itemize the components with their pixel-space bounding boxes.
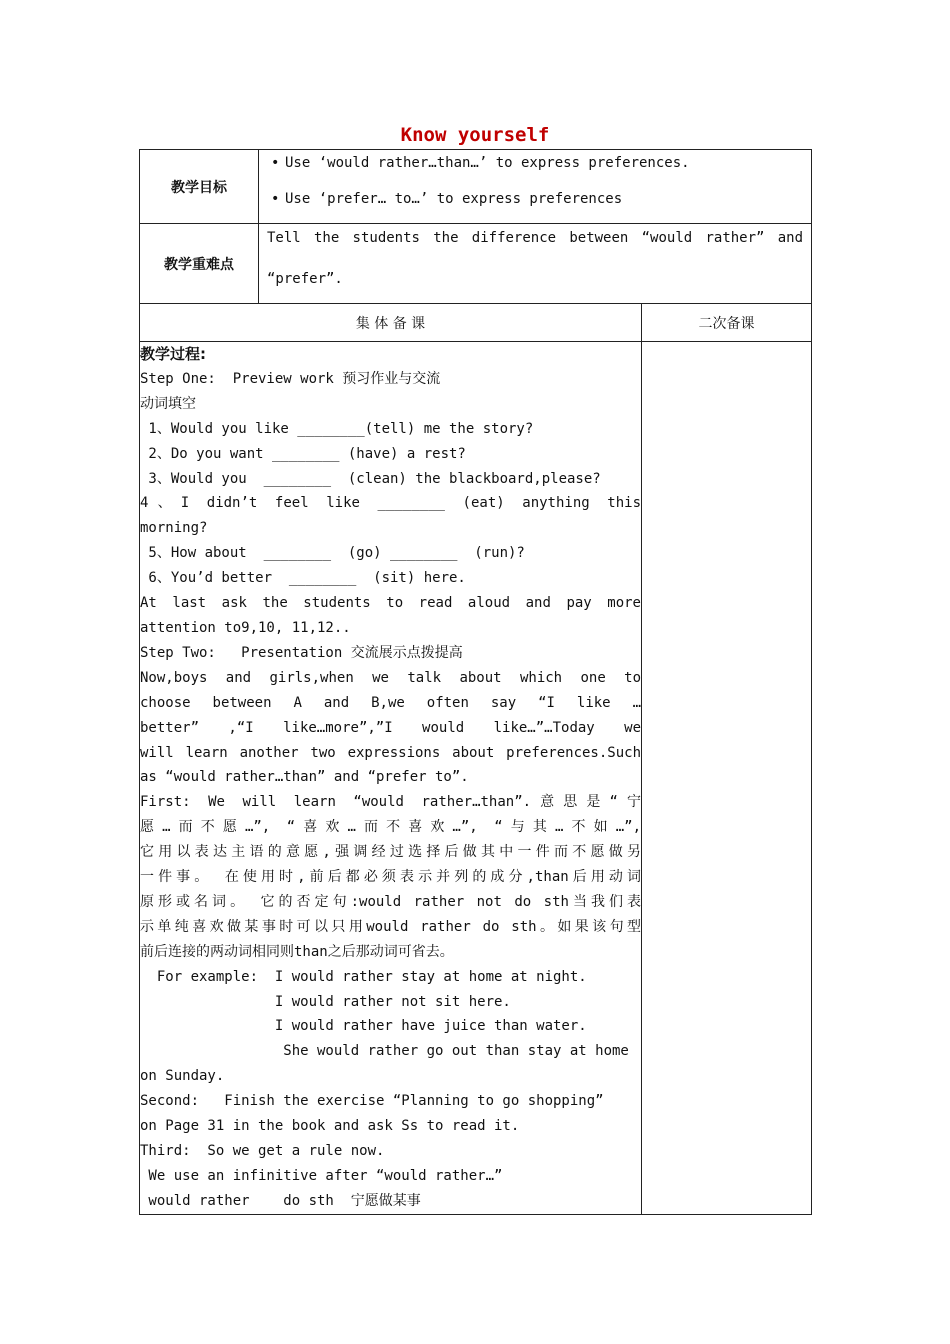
- process-line: 4、I didn’t feel like ________ (eat) anything this: [140, 495, 641, 512]
- process-line: attention to9,10, 11,12..: [140, 619, 351, 636]
- group-prep-header: 集 体 备 课: [140, 304, 642, 342]
- objective-item: • Use ‘would rather…than…’ to express preferences.: [271, 155, 690, 171]
- process-line: 6、You’d better ________ (sit) here.: [140, 570, 466, 587]
- process-line: At last ask the students to read aloud and pay more: [140, 595, 641, 612]
- process-line: 1、Would you like ________(tell) me the story?: [140, 420, 534, 437]
- process-line: on Page 31 in the book and ask Ss to read it.: [140, 1118, 520, 1135]
- process-line: She would rather go out than stay at home: [140, 1043, 629, 1060]
- key-points-cell: [259, 224, 812, 304]
- process-line: 示单纯喜欢做某事时可以只用would rather do sth。如果该句型: [140, 918, 641, 935]
- process-line: choose between A and B,we often say “I like …: [140, 694, 641, 711]
- objectives-label: 教学目标: [140, 150, 259, 224]
- process-line: I would rather not sit here.: [140, 993, 511, 1010]
- process-line: 愿…而不愿…”, “喜欢…而不喜欢…”, “与其…不如…”,: [140, 819, 641, 836]
- process-line: For example: I would rather stay at home at night.: [140, 968, 587, 985]
- bullet-icon: •: [271, 155, 280, 171]
- process-cell: [140, 342, 642, 1215]
- process-line: Now,boys and girls,when we talk about which one to: [140, 669, 641, 686]
- process-line: 它用以表达主语的意愿,强调经过选择后做其中一件而不愿做另: [140, 844, 641, 861]
- bullet-icon: •: [271, 191, 280, 207]
- objective-item: • Use ‘prefer… to…’ to express preferences: [271, 191, 623, 207]
- process-line: We use an infinitive after “would rather…”: [140, 1167, 503, 1184]
- process-line: 2、Do you want ________ (have) a rest?: [140, 445, 466, 462]
- lesson-plan-table: [139, 149, 812, 1215]
- key-points-row: [140, 224, 812, 304]
- key-points-label: 教学重难点: [140, 224, 259, 304]
- process-line: Third: So we get a rule now.: [140, 1143, 385, 1159]
- objectives-row: [140, 150, 812, 224]
- process-line: 前后连接的两动词相同则than之后那动词可省去。: [140, 943, 454, 960]
- process-heading: 教学过程:: [140, 345, 206, 363]
- process-line: morning?: [140, 520, 208, 537]
- process-line: I would rather have juice than water.: [140, 1018, 587, 1035]
- second-prep-cell: [642, 342, 812, 1215]
- second-prep-header: 二次备课: [642, 304, 812, 342]
- process-line: Step One: Preview work 预习作业与交流: [140, 370, 441, 387]
- process-line: would rather do sth 宁愿做某事: [140, 1192, 421, 1209]
- page-title: Know yourself: [400, 124, 550, 146]
- process-line: as “would rather…than” and “prefer to”.: [140, 769, 469, 786]
- process-line: will learn another two expressions about preferences.Such: [140, 744, 641, 761]
- key-points-line: Tell the students the difference between “would rather” and: [267, 230, 804, 246]
- key-points-line: “prefer”.: [267, 271, 343, 287]
- process-line: First: We will learn “would rather…than”.意思是“宁: [140, 794, 641, 811]
- process-line: 3、Would you ________ (clean) the blackboard,please?: [140, 470, 601, 487]
- process-line: 动词填空: [140, 395, 196, 412]
- objectives-cell: [259, 150, 812, 224]
- process-line: better” ,“I like…more”,”I would like…”…Today we: [140, 719, 641, 736]
- process-row: [140, 342, 812, 1215]
- process-line: Second: Finish the exercise “Planning to go shopping”: [140, 1093, 604, 1110]
- header-row: [140, 304, 812, 342]
- process-line: Step Two: Presentation 交流展示点拨提高: [140, 644, 463, 661]
- process-line: 一件事。 在使用时,前后都必须表示并列的成分,than后用动词: [140, 869, 641, 886]
- process-line: 原形或名词。 它的否定句:would rather not do sth当我们表: [140, 893, 641, 910]
- process-line: 5、How about ________ (go) ________ (run)?: [140, 545, 525, 562]
- process-line: on Sunday.: [140, 1068, 225, 1085]
